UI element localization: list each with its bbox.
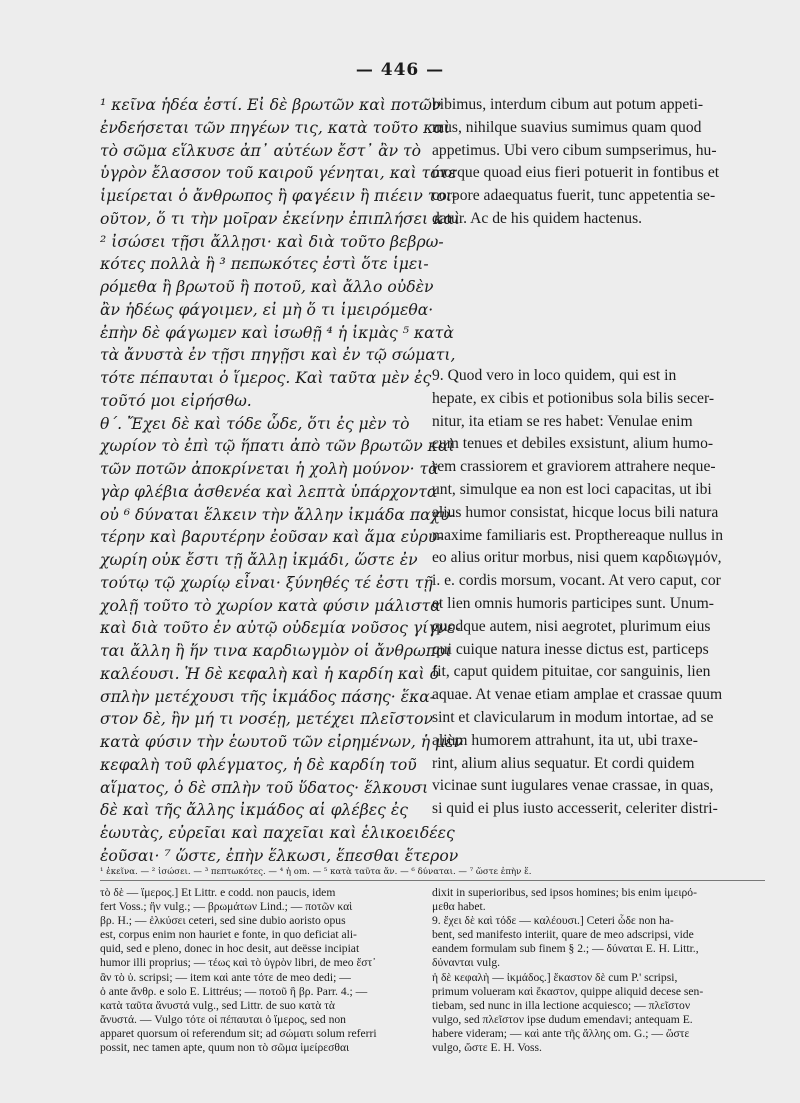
latin-text-line: alium humorem attrahunt, ita ut, ubi traxe-	[432, 731, 698, 749]
greek-text-line: ¹ κεῖνα ἡδέα ἐστί. Εἰ δὲ βρωτῶν καὶ ποτῶν	[100, 96, 442, 114]
latin-text-line: eo alius oritur morbus, nisi quem καρδιωγμόν,	[432, 549, 722, 567]
latin-text-line: bibimus, interdum cibum aut potum appeti-	[432, 96, 704, 113]
footnote-line: quid, sed e pleno, donec in hoc desit, aut deësse incipiat	[100, 942, 360, 956]
greek-text-line: τότε πέπαυται ὁ ἵμερος. Καὶ ταῦτα μὲν ἐς	[100, 369, 432, 387]
latin-text-line: rem crassiorem et graviorem attrahere neque-	[432, 458, 716, 476]
greek-text-line: ² ἰσώσει τῇσι ἄλλῃσι· καὶ διὰ τοῦτο βεβρω-	[100, 232, 444, 251]
greek-text-line: τοῦτό μοι εἰρήσθω.	[100, 391, 252, 410]
footnote-line: possit, nec tamen apte, quum non τὸ σῶμα ἱμείρεσθαι	[100, 1041, 350, 1055]
footnote-line: est, corpus enim non hauriet e fonte, in quo deficiat ali-	[100, 928, 357, 942]
latin-text-line: vicinae sunt iugulares venae crassae, in quas,	[432, 777, 714, 795]
greek-text-line: χωρίη οὐκ ἔστι τῇ ἄλλῃ ἰκμάδι, ὥστε ἐν	[100, 551, 418, 569]
footnotes-left-column	[100, 886, 425, 1055]
greek-text-line: οῦτον, ὅ τι τὴν μοῖραν ἐκείνην ἐπιπλήσει καὶ	[100, 209, 460, 228]
latin-text-line: i. e. cordis morsum, vocant. At vero caput, cor	[432, 572, 721, 590]
latin-text-line: sint et clavicularum in modum intortae, ad se	[432, 708, 714, 726]
footnote-line: κατὰ ταῦτα ἄνυστά vulg., sed Littr. de suo κατὰ τὰ	[100, 998, 335, 1012]
latin-text-line: quodque autem, nisi aegrotet, plurimum eius	[432, 617, 711, 635]
footnote-line: bent, sed manifesto interiit, quare de meo adscripsi, vide	[432, 928, 694, 942]
greek-text-line: αἵματος, ὁ δὲ σπλὴν τοῦ ὕδατος· ἕλκουσι	[100, 778, 429, 797]
footnote-line: fert Voss.; ἣν vulg.; — βρωμάτων Lind.; — ποτῶν καὶ	[100, 900, 353, 914]
latin-text-line: corpore adaequatus fuerit, tunc appetentia se-	[432, 187, 716, 205]
greek-text-line: γὰρ φλέβια ἀσθενέα καὶ λεπτὰ ὑπάρχοντα	[100, 482, 438, 501]
greek-text-line: τούτῳ τῷ χωρίῳ εἶναι· ξύνηθές τέ ἐστι τῇ	[100, 573, 433, 592]
latin-text-column-top	[432, 94, 765, 231]
footnote-line: 9. ἔχει δὲ καὶ τόδε — καλέουσι.] Ceteri ὧδε non ha-	[432, 914, 674, 928]
latin-text-column-main	[432, 365, 765, 821]
latin-text-line: cum tenues et debiles exsistunt, alium humo-	[432, 435, 714, 453]
greek-text-line: ἂν ἡδέως φάγοιμεν, εἰ μὴ ὅ τι ἱμειρόμεθα·	[100, 300, 434, 319]
footnote-line: vulgo, ὥστε E. H. Voss.	[432, 1041, 542, 1055]
latin-text-line: maxime familiaris est. Propthereaque nullus in	[432, 526, 724, 544]
greek-text-line: τὰ ἄνυστὰ ἐν τῇσι πηγῇσι καὶ ἐν τῷ σώματι,	[100, 346, 456, 365]
footnote-line: ἄνυστά. — Vulgo τότε οἱ πέπαυται ὁ ἵμερος, sed non	[100, 1012, 346, 1026]
footnote-line: habere videram; — καὶ ante τῆς ἄλλης om. G.; — ὥστε	[432, 1026, 690, 1040]
footnote-line: apparet quorsum οἱ referendum sit; ad σώματι solum referri	[100, 1026, 377, 1040]
greek-text-column	[100, 94, 464, 868]
greek-text-line: στον δὲ, ἢν μή τι νοσέῃ, μετέχει πλεῖστον	[100, 710, 433, 729]
footnote-divider	[100, 880, 765, 881]
greek-text-line: ται ἄλλη ἢ ἥν τινα καρδιωγμὸν οἱ ἄνθρωποι	[100, 642, 452, 660]
footnote-line: ἂν τὸ ὑ. scripsi; — item καὶ ante τότε de meo dedi; —	[100, 970, 351, 984]
greek-text-line: ἱμείρεται ὁ ἄνθρωπος ἢ φαγέειν ἢ πιέειν τοι-	[100, 187, 458, 205]
latin-text-line: et lien omnis humoris participes sunt. Unum-	[432, 594, 714, 612]
greek-text-line: κεφαλὴ τοῦ φλέγματος, ἡ δὲ καρδίη τοῦ	[100, 755, 417, 774]
greek-text-line: τὸ σῶμα εἵλκυσε ἀπ᾽ αὐτέων ἔστ᾽ ἂν τὸ	[100, 141, 422, 160]
greek-text-line: καὶ διὰ τοῦτο ἐν αὐτῷ οὐδεμία νοῦσος γίγνε-	[100, 619, 461, 638]
latin-text-line: nitur, ita etiam se res habet: Venulae enim	[432, 412, 693, 430]
greek-text-line: ἐπὴν δὲ φάγωμεν καὶ ἰσωθῇ ⁴ ἡ ἰκμὰς ⁵ κατὰ	[100, 323, 454, 342]
latin-text-line: datur. Ac de his quidem hactenus.	[432, 209, 643, 227]
latin-text-line: mus, nihilque suavius sumimus quam quod	[432, 118, 702, 136]
latin-text-line: appetimus. Ubi vero cibum sumpserimus, hu-	[432, 141, 717, 159]
greek-text-line: καλέουσι. Ἡ δὲ κεφαλὴ καὶ ἡ καρδίη καὶ ὁ	[100, 664, 439, 683]
greek-text-line: χολῇ τοῦτο τὸ χωρίον κατὰ φύσιν μάλιστα	[100, 596, 441, 615]
critical-apparatus-line: ¹ ἐκεῖνα. — ² ἰσώσει. — ³ πεπτωκότες. — ⁴ ἡ om. — ⁵ κατὰ ταῦτα ἄν. — ⁶ δύναται. — ⁷ ὥστε ἐπὴν ἕ.	[100, 867, 532, 877]
greek-text-line: δὲ καὶ τῆς ἄλλης ἰκμάδος αἱ φλέβες ἐς	[100, 801, 408, 820]
latin-text-line: si quid ei plus iusto accesserit, celeriter distri-	[432, 800, 718, 818]
footnotes-right-column	[432, 886, 765, 1055]
footnote-line: primum volueram καὶ ἕκαστον, quippe aliquid decese sen-	[432, 984, 704, 998]
latin-text-line: morque quoad eius fieri potuerit in fontibus et	[432, 164, 720, 182]
greek-text-line: ἐοῦσαι· ⁷ ὥστε, ἐπὴν ἕλκωσι, ἕπεσθαι ἕτερον	[100, 846, 459, 865]
greek-text-line: κατὰ φύσιν τὴν ἑωυτοῦ τῶν εἰρημένων, ἡ μὲν	[100, 733, 464, 751]
latin-text-line: aquae. At venae etiam amplae et crassae quum	[432, 686, 723, 704]
footnote-line: τὸ δὲ — ἵμερος.] Et Littr. e codd. non paucis, idem	[100, 886, 336, 899]
greek-text-line: κότες πολλὰ ἢ ³ πεπωκότες ἐστὶ ὅτε ἱμει-	[100, 255, 429, 274]
footnote-line: ἡ δὲ κεφαλὴ — ἰκμάδος.] ἕκαστον δὲ cum P.' scripsi,	[432, 970, 678, 984]
latin-text-line: 9. Quod vero in loco quidem, qui est in	[432, 367, 677, 384]
latin-text-line: unt, simulque ea non est loci capacitas, ut ibi	[432, 480, 712, 498]
greek-text-line: θ΄. Ἔχει δὲ καὶ τόδε ὧδε, ὅτι ἐς μὲν τὸ	[100, 414, 410, 433]
footnote-line: dixit in superioribus, sed ipsos homines; bis enim ἱμειρό-	[432, 886, 697, 899]
footnote-line: tiebam, sed nunc in illa lectione acquiesco; — πλεῖστον	[432, 998, 691, 1012]
latin-text-line: qui cuique natura inesse dictus est, particeps	[432, 640, 709, 658]
latin-text-line: fit, caput quidem pituitae, cor sanguinis, lien	[432, 663, 711, 681]
latin-text-line: hepate, ex cibis et potionibus sola bilis secer-	[432, 389, 715, 407]
greek-text-line: χωρίον τὸ ἐπὶ τῷ ἥπατι ἀπὸ τῶν βρωτῶν καὶ	[100, 437, 455, 456]
footnote-line: ὁ ante ἄνθρ. e solo E. Littréus; — ποτοῦ ἢ βρ. Parr. 4.; —	[100, 984, 368, 998]
footnote-line: βρ. H.; — ἑλκύσει ceteri, sed sine dubio aoristo opus	[100, 914, 346, 928]
greek-text-line: τέρην καὶ βαρυτέρην ἐοῦσαν καὶ ἅμα εὐρυ-	[100, 528, 443, 547]
footnote-line: μεθα habet.	[432, 900, 486, 914]
latin-text-line: alius humor consistat, hicque locus bili natura	[432, 503, 719, 521]
latin-text-line: rint, alium alius sequatur. Et cordi quidem	[432, 754, 695, 772]
greek-text-line: τῶν ποτῶν ἀποκρίνεται ἡ χολὴ μούνον· τὰ	[100, 460, 439, 478]
greek-text-line: ἐνδεήσεται τῶν πηγέων τις, κατὰ τοῦτο καὶ	[100, 118, 450, 137]
greek-text-line: οὐ ⁶ δύναται ἕλκειν τὴν ἄλλην ἰκμάδα παχυ-	[100, 505, 455, 524]
greek-text-line: ἑωυτὰς, εὐρεῖαι καὶ παχεῖαι καὶ ἑλικοειδέες	[100, 824, 455, 842]
footnote-line: humor illi proprius; — τέως καὶ τὸ ὑγρὸν libri, de meo ἔστ᾽	[100, 956, 377, 970]
greek-text-line: σπλὴν μετέχουσι τῆς ἰκμάδος πάσης· ἕκα-	[100, 687, 436, 706]
footnote-line: eandem formulam sub finem § 2.; — δύναται E. H. Littr.,	[432, 942, 699, 956]
footnote-line: vulgo, sed πλεῖστον ipse dudum emendavi; antequam E.	[432, 1012, 693, 1026]
page-number: — 446 —	[355, 60, 445, 80]
greek-text-line: ὑγρὸν ἔλασσον τοῦ καιροῦ γένηται, καὶ τότε	[100, 164, 457, 183]
greek-text-line: ρόμεθα ἢ βρωτοῦ ἢ ποτοῦ, καὶ ἄλλο οὐδὲν	[100, 278, 434, 296]
footnote-line: δύνανται vulg.	[432, 956, 501, 970]
